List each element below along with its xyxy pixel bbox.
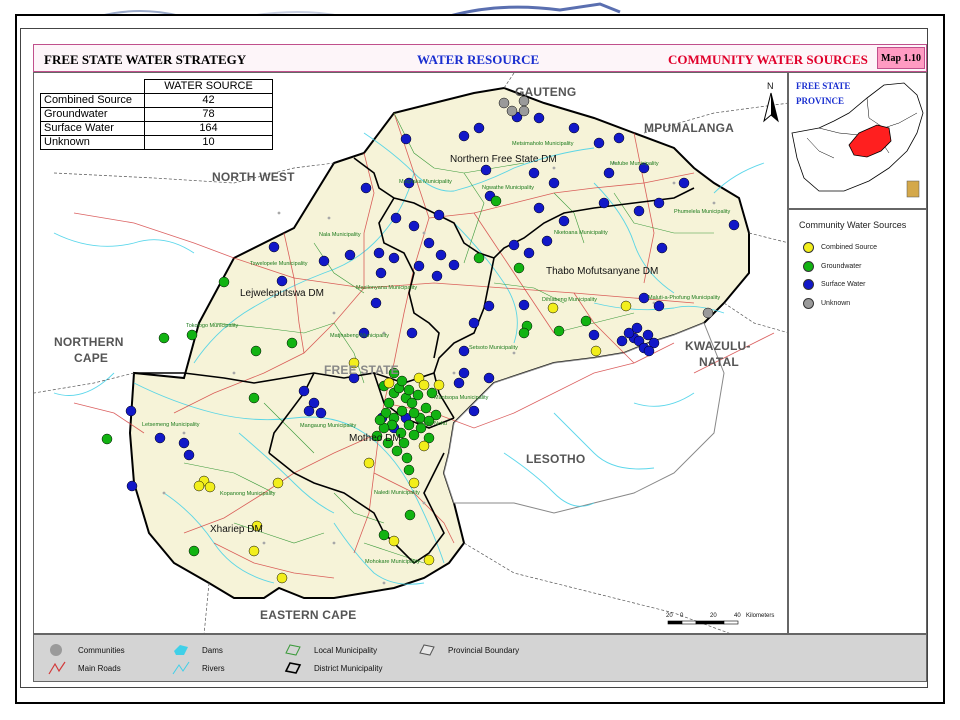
muni-label: Mohokare Municipality bbox=[365, 559, 420, 565]
legend-item-surface bbox=[803, 277, 865, 291]
legend-item-label: Surface Water bbox=[821, 280, 866, 288]
muni-label: Maluti-a-Phofung Municipality bbox=[648, 295, 721, 301]
district-label-xhariep: Xhariep DM bbox=[210, 524, 263, 535]
district-label-lejweleputswa: Lejweleputswa DM bbox=[240, 288, 324, 299]
coat-of-arms-icon bbox=[907, 181, 919, 197]
district-label-thabo: Thabo Mofutsanyane DM bbox=[546, 266, 659, 277]
muni-label: Thaba Nchu bbox=[417, 421, 447, 427]
title-strategy: FREE STATE WATER STRATEGY bbox=[44, 52, 247, 67]
muni-label: Matjhabeng Municipality bbox=[330, 333, 390, 339]
muni-label: Metsimaholo Municipality bbox=[512, 141, 574, 147]
scale-bar-graphic bbox=[668, 621, 738, 624]
district-label-northern: Northern Free State DM bbox=[450, 154, 557, 165]
scale-tick: 0 bbox=[680, 613, 684, 619]
combined-source-marker-icon bbox=[803, 242, 814, 253]
row-value: 164 bbox=[145, 122, 273, 136]
region-label-lesotho: LESOTHO bbox=[526, 452, 586, 466]
surface-water-marker-icon bbox=[803, 279, 814, 290]
local-municipality-icon bbox=[284, 643, 302, 657]
legend-item-label: Groundwater bbox=[821, 262, 862, 270]
province-map bbox=[34, 73, 788, 634]
water-source-legend bbox=[788, 209, 927, 634]
right-edge-bar bbox=[950, 14, 960, 714]
muni-label: Naledi Municipality bbox=[374, 490, 420, 496]
water-source-summary-table bbox=[40, 79, 273, 150]
dam-icon bbox=[172, 643, 190, 657]
legend-label: Provincial Boundary bbox=[448, 645, 520, 655]
legend-local-municipality bbox=[284, 642, 377, 658]
north-arrow-graphic bbox=[764, 93, 778, 121]
title-subject: COMMUNITY WATER SOURCES bbox=[668, 52, 868, 67]
legend-item-combined bbox=[803, 240, 877, 254]
table-row bbox=[41, 122, 273, 136]
provincial-boundary-icon bbox=[418, 643, 436, 657]
legend-rivers bbox=[172, 660, 225, 676]
legend-label: Communities bbox=[78, 645, 125, 655]
table-row bbox=[41, 108, 273, 122]
legend-label: District Municipality bbox=[314, 663, 383, 673]
row-label: Unknown bbox=[41, 136, 145, 150]
map-features-legend bbox=[33, 634, 927, 682]
legend-label: Rivers bbox=[202, 663, 225, 673]
groundwater-marker-icon bbox=[803, 261, 814, 272]
unknown-source-marker-icon bbox=[803, 298, 814, 309]
row-value: 78 bbox=[145, 108, 273, 122]
table-header: WATER SOURCE bbox=[145, 80, 273, 94]
region-label-kwazulu-2: NATAL bbox=[699, 355, 739, 369]
map-number-badge: Map 1.10 bbox=[877, 47, 925, 69]
communities-icon bbox=[48, 643, 66, 657]
north-arrow-label: N bbox=[767, 81, 774, 91]
legend-item-unknown bbox=[803, 296, 850, 310]
legend-label: Dams bbox=[202, 645, 223, 655]
map-title-bar bbox=[33, 44, 927, 72]
legend-title: Community Water Sources bbox=[799, 220, 907, 230]
muni-label: Tokologo Municipality bbox=[186, 323, 239, 329]
scale-tick: 20 bbox=[710, 613, 717, 619]
legend-provincial-boundary bbox=[418, 642, 519, 658]
legend-main-roads bbox=[48, 660, 121, 676]
inset-title-line1: FREE STATE bbox=[796, 81, 851, 91]
muni-label: Setsoto Municipality bbox=[469, 345, 518, 351]
muni-label: Letsemeng Municipality bbox=[142, 422, 200, 428]
muni-label: Moqhaka Municipality bbox=[399, 179, 452, 185]
region-label-gauteng: GAUTENG bbox=[515, 85, 577, 99]
legend-dams bbox=[172, 642, 223, 658]
muni-label: Mantsopa Municipality bbox=[434, 395, 489, 401]
district-municipality-icon bbox=[284, 661, 302, 675]
row-label: Combined Source bbox=[41, 94, 145, 108]
muni-label: Mafube Municipality bbox=[610, 161, 659, 167]
scale-tick: 40 bbox=[734, 613, 741, 619]
title-theme: WATER RESOURCE bbox=[417, 52, 540, 67]
legend-item-groundwater bbox=[803, 259, 861, 273]
region-label-kwazulu-1: KWAZULU- bbox=[685, 339, 751, 353]
district-label-motheo: Motheo DM bbox=[349, 433, 401, 444]
inset-title-line2: PROVINCE bbox=[796, 96, 845, 106]
muni-label: Nketoana Municipality bbox=[554, 230, 608, 236]
table-row bbox=[41, 94, 273, 108]
road-line-icon bbox=[48, 661, 66, 675]
inset-locator-map bbox=[788, 72, 927, 209]
map-panel bbox=[33, 72, 788, 634]
muni-label: Phumelela Municipality bbox=[674, 209, 731, 215]
region-label-mpumalanga: MPUMALANGA bbox=[644, 121, 734, 135]
muni-label: Nala Municipality bbox=[319, 232, 361, 238]
muni-label: Kopanong Municipality bbox=[220, 491, 276, 497]
muni-label: Dihlabeng Municipality bbox=[542, 297, 598, 303]
river-line-icon bbox=[172, 661, 190, 675]
legend-label: Local Municipality bbox=[314, 645, 378, 655]
muni-label: Mangaung Municipality bbox=[300, 423, 357, 429]
legend-district-municipality bbox=[284, 660, 382, 676]
region-label-eastern-cape: EASTERN CAPE bbox=[260, 608, 357, 622]
region-label-free-state: FREE STATE bbox=[324, 363, 399, 377]
scale-unit: Kilometers bbox=[746, 613, 775, 619]
muni-label: Tswelopele Municipality bbox=[250, 261, 308, 267]
row-label: Surface Water bbox=[41, 122, 145, 136]
legend-communities bbox=[48, 642, 125, 658]
region-label-northern-cape-1: NORTHERN bbox=[54, 335, 124, 349]
muni-label: Ngwathe Municipality bbox=[482, 185, 534, 191]
south-africa-outline bbox=[789, 73, 928, 210]
legend-label: Main Roads bbox=[78, 663, 121, 673]
region-label-north-west: NORTH WEST bbox=[212, 170, 295, 184]
row-label: Groundwater bbox=[41, 108, 145, 122]
table-row bbox=[41, 136, 273, 150]
row-value: 42 bbox=[145, 94, 273, 108]
table-blank-cell bbox=[41, 80, 145, 94]
scale-tick: 20 bbox=[666, 613, 673, 619]
muni-label: Masilonyana Municipality bbox=[356, 285, 418, 291]
row-value: 10 bbox=[145, 136, 273, 150]
legend-item-label: Combined Source bbox=[821, 243, 878, 251]
region-label-northern-cape-2: CAPE bbox=[74, 351, 109, 365]
legend-item-label: Unknown bbox=[821, 299, 851, 307]
